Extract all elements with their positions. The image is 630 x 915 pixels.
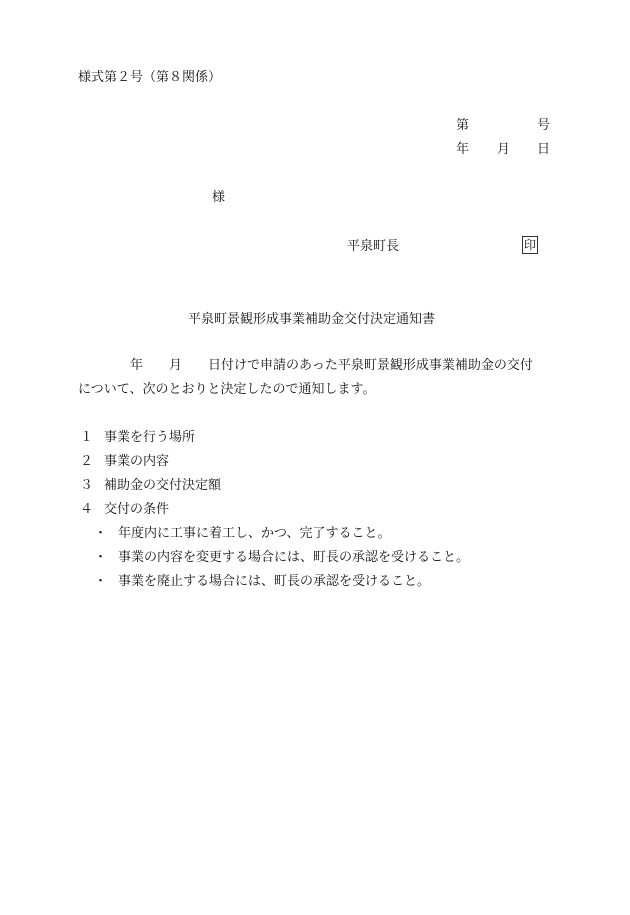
- list-item-label: 事業を行う場所: [104, 430, 196, 445]
- recipient-honorific: 様: [212, 190, 226, 205]
- list-item-label: 交付の条件: [104, 502, 170, 517]
- list-item: [80, 503, 169, 516]
- condition-item: [94, 527, 390, 540]
- body-text-after-date: 日付けで申請のあった平泉町景観形成事業補助金の交付: [208, 358, 533, 373]
- condition-text: 事業の内容を変更する場合には、町長の承認を受けること。: [118, 550, 470, 565]
- bullet-mark: ・: [94, 526, 108, 541]
- list-item-number: ４: [80, 502, 94, 517]
- body-text-line-2: について、次のとおりと決定したので通知します。: [78, 382, 376, 397]
- condition-text: 事業を廃止する場合には、町長の承認を受けること。: [118, 574, 431, 589]
- list-item-label: 補助金の交付決定額: [104, 478, 222, 493]
- list-item: [80, 479, 221, 492]
- list-item: [80, 455, 169, 468]
- document-number-suffix: 号: [537, 118, 551, 133]
- issuer-name: 平泉町長: [347, 239, 400, 254]
- seal-mark: 印: [524, 238, 537, 252]
- body-month-label: 月: [169, 358, 183, 373]
- list-item-number: ２: [80, 454, 94, 469]
- list-item-number: ３: [80, 478, 94, 493]
- document-number-prefix: 第: [456, 118, 470, 133]
- list-item: [80, 431, 195, 444]
- list-item-number: １: [80, 430, 94, 445]
- date-year-label: 年: [456, 142, 470, 157]
- bullet-mark: ・: [94, 550, 108, 565]
- date-month-label: 月: [497, 142, 511, 157]
- form-number: 様式第２号（第８関係）: [78, 70, 222, 85]
- document-title: 平泉町景観形成事業補助金交付決定通知書: [188, 312, 436, 327]
- condition-item: [94, 575, 430, 588]
- condition-item: [94, 551, 469, 564]
- condition-text: 年度内に工事に着工し、かつ、完了すること。: [118, 526, 391, 541]
- body-text-line-1: [78, 359, 533, 372]
- list-item-label: 事業の内容: [104, 454, 170, 469]
- date-day-label: 日: [537, 142, 551, 157]
- body-year-label: 年: [130, 358, 144, 373]
- bullet-mark: ・: [94, 574, 108, 589]
